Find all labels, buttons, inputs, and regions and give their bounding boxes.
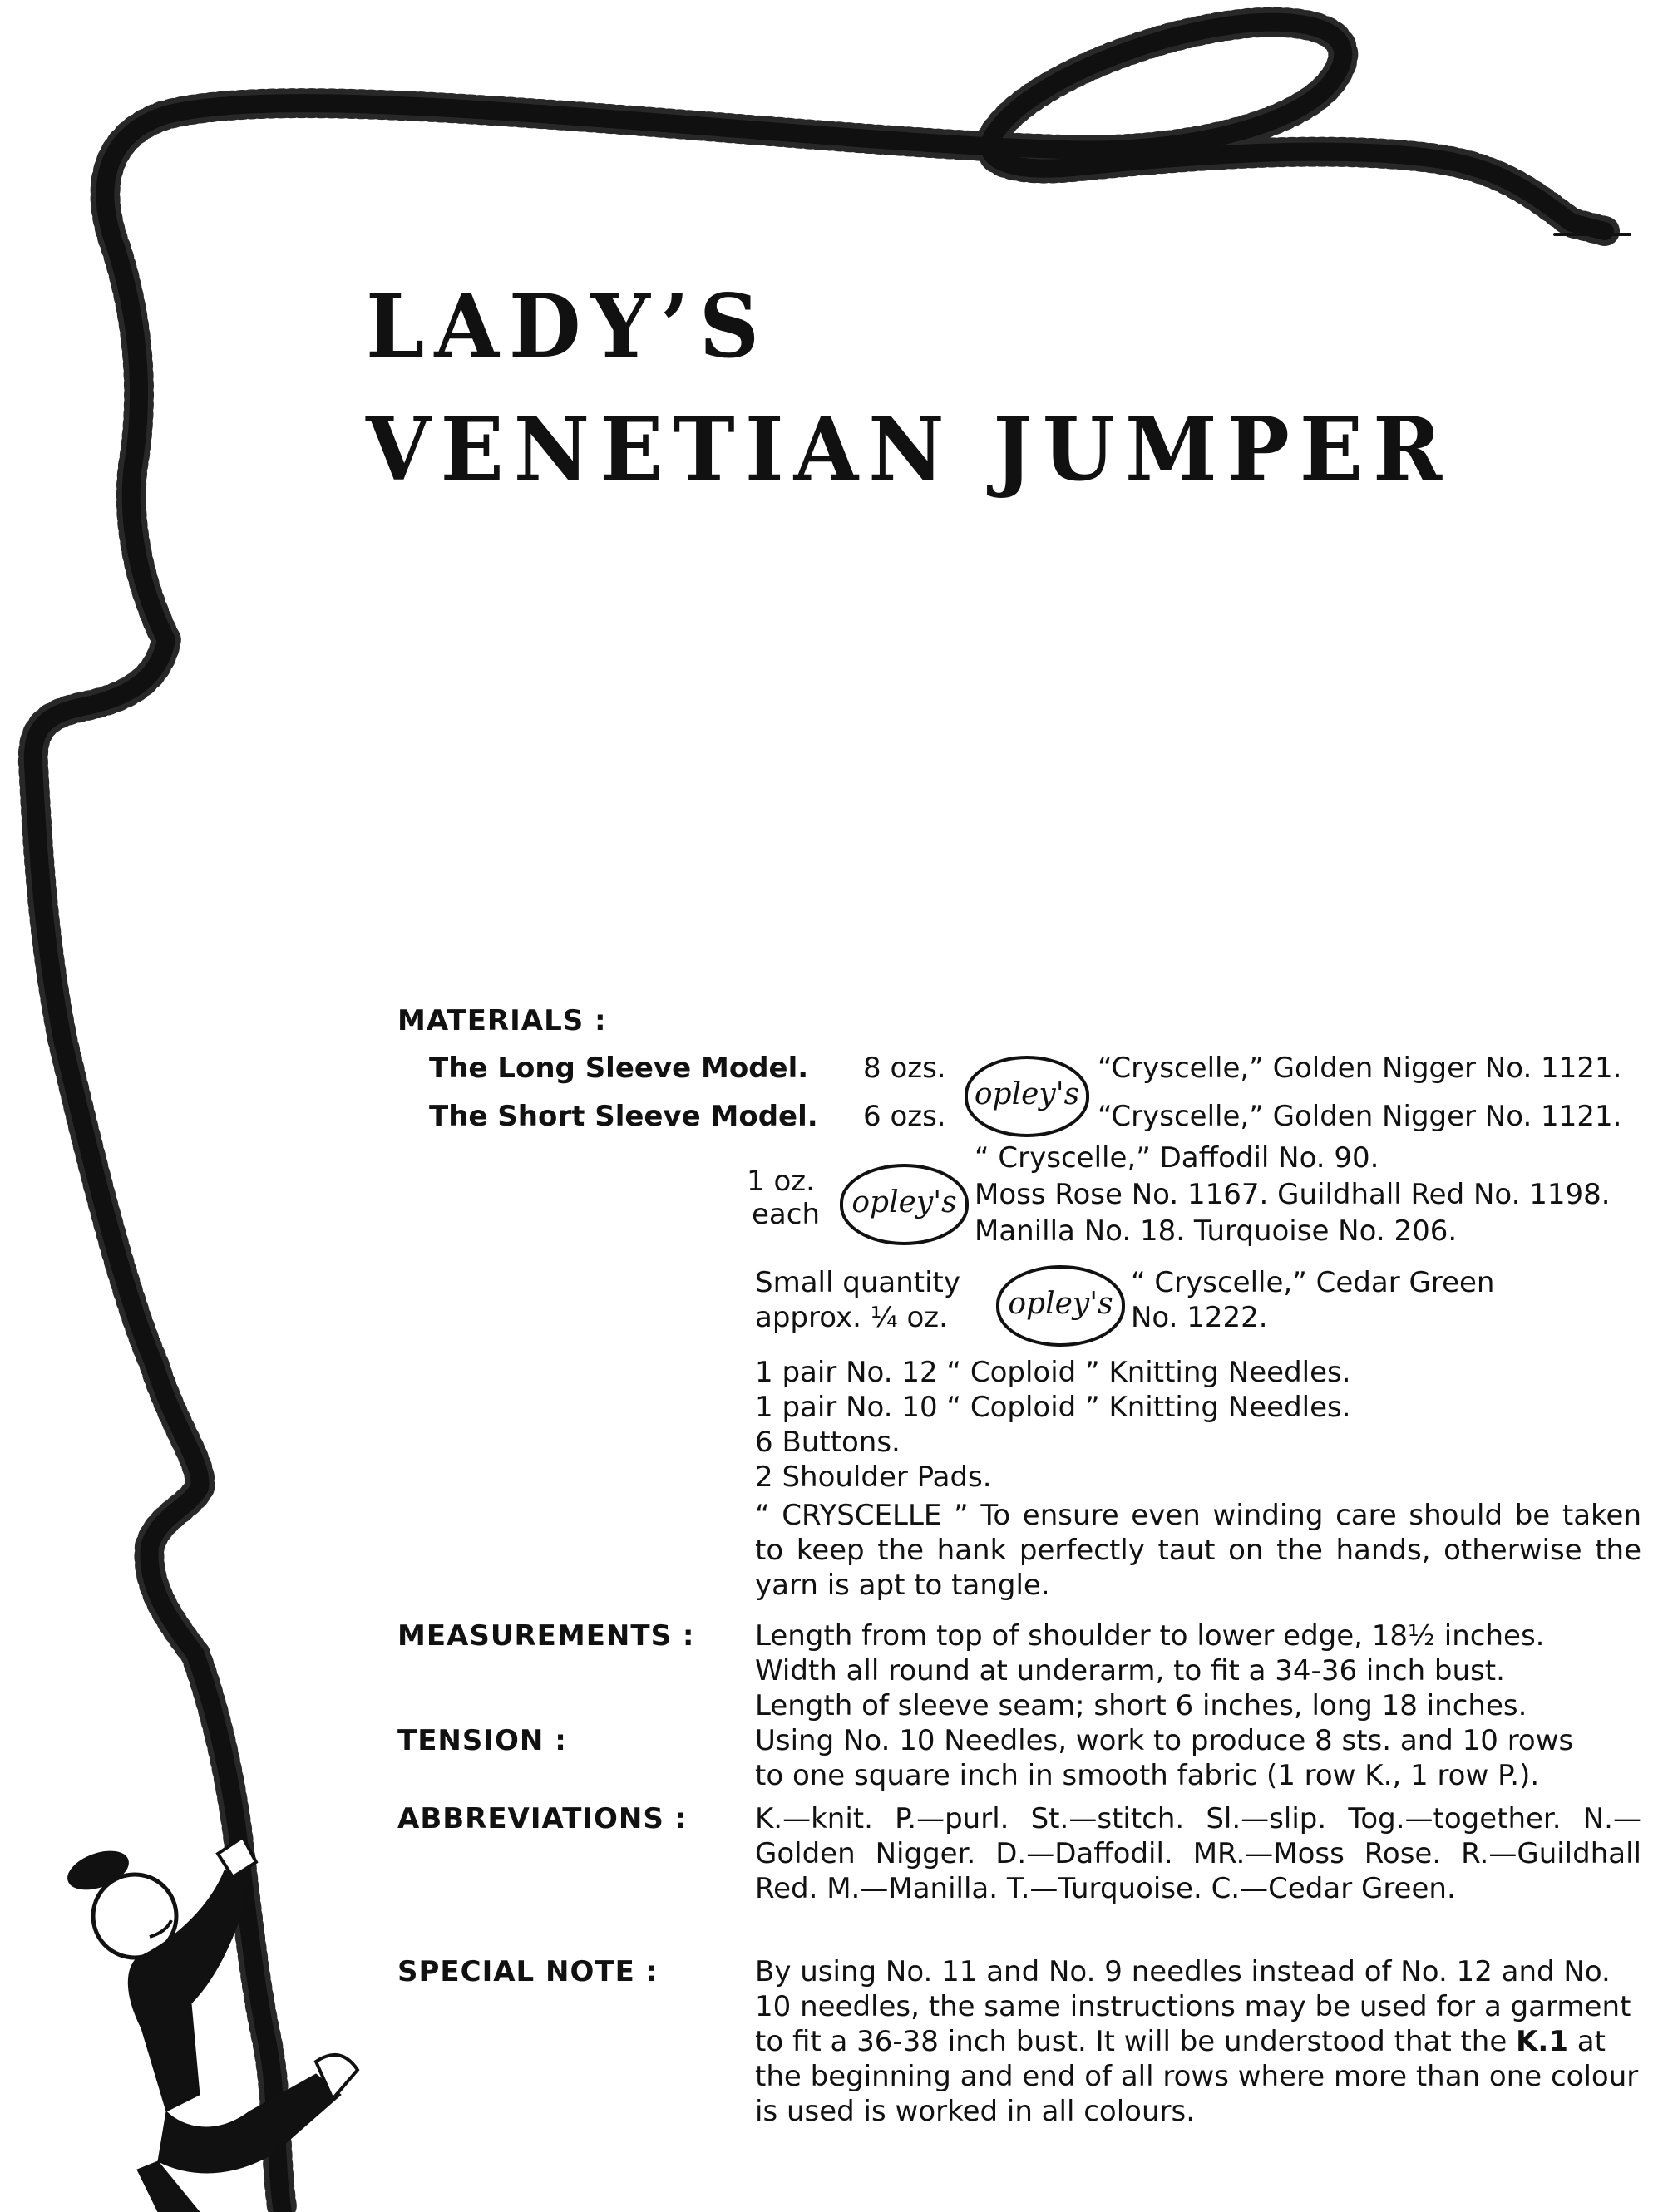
abbreviations-text: K.—knit. P.—purl. St.—stitch. Sl.—slip. Tog.—together. N.—Golden Nigger. D.—Daffodil. MR.—Moss Rose. R.—Guildhall Red. M.—Manilla. T.—Turquoise. C.—Cedar Green. [755,1802,1641,1905]
page-title-line-2: VENETIAN JUMPER [366,397,1453,501]
special-note-bold: K.1 [1516,2025,1568,2058]
special-note-text-end: at the beginning and end of all rows where more than one colour is used is worked in all colours. [755,2025,1639,2128]
abbreviations-heading: ABBREVIATIONS : [397,1802,688,1835]
small-qty-line-2: approx. ¼ oz. [755,1301,948,1334]
special-note-heading: SPECIAL NOTE : [397,1955,659,1988]
tension-line-1: Using No. 10 Needles, work to produce 8 sts. and 10 rows [755,1724,1574,1757]
measurement-line-3: Length of sleeve seam; short 6 inches, long 18 inches. [755,1689,1527,1722]
tension-heading: TENSION : [397,1724,567,1757]
material-item-4: 2 Shoulder Pads. [755,1461,992,1494]
short-model-desc: “Cryscelle,” Golden Nigger No. 1121. [1098,1100,1622,1133]
long-model-label: The Long Sleeve Model. [429,1052,809,1085]
materials-heading: MATERIALS : [397,1004,607,1037]
small-desc-line-2: No. 1222. [1131,1301,1268,1334]
measurement-line-2: Width all round at underarm, to fit a 34-36 inch bust. [755,1654,1505,1687]
oploys-logo-1: opley's [965,1056,1089,1137]
climbing-figure [62,1837,358,2212]
material-item-3: 6 Buttons. [755,1426,901,1459]
measurements-heading: MEASUREMENTS : [397,1619,695,1653]
measurement-line-1: Length from top of shoulder to lower edge, 18½ inches. [755,1619,1545,1653]
cryscelle-note: “ CRYSCELLE ” To ensure even winding care should be taken to keep the hank perfectly taut on the hands, otherwise the yarn is apt to tangle. [755,1499,1641,1602]
page-title-line-1: LADY’S [366,274,770,378]
long-model-qty: 8 ozs. [863,1052,946,1085]
each-qty-line-2: each [752,1198,820,1231]
oploys-logo-3: opley's [996,1265,1125,1347]
short-model-qty: 6 ozs. [863,1100,946,1133]
each-desc-line-2: Moss Rose No. 1167. Guildhall Red No. 1198. [975,1178,1611,1211]
small-desc-line-1: “ Cryscelle,” Cedar Green [1131,1266,1495,1299]
each-qty-line-1: 1 oz. [747,1165,815,1198]
each-desc-line-1: “ Cryscelle,” Daffodil No. 90. [975,1141,1379,1175]
special-note-text [755,1954,1641,2129]
special-note-text-start: By using No. 11 and No. 9 needles instead of No. 12 and No. 10 needles, the same instructions may be used for a garment to fit a 36-38 inch bust. It will be understood that the [755,1955,1631,2058]
tension-line-2: to one square inch in smooth fabric (1 row K., 1 row P.). [755,1759,1540,1792]
material-item-2: 1 pair No. 10 “ Coploid ” Knitting Needles. [755,1391,1351,1424]
short-model-label: The Short Sleeve Model. [429,1100,818,1133]
small-qty-line-1: Small quantity [755,1266,960,1299]
material-item-1: 1 pair No. 12 “ Coploid ” Knitting Needles. [755,1356,1351,1389]
oploys-logo-2: opley's [840,1164,969,1245]
long-model-desc: “Cryscelle,” Golden Nigger No. 1121. [1098,1052,1622,1085]
each-desc-line-3: Manilla No. 18. Turquoise No. 206. [975,1214,1458,1248]
